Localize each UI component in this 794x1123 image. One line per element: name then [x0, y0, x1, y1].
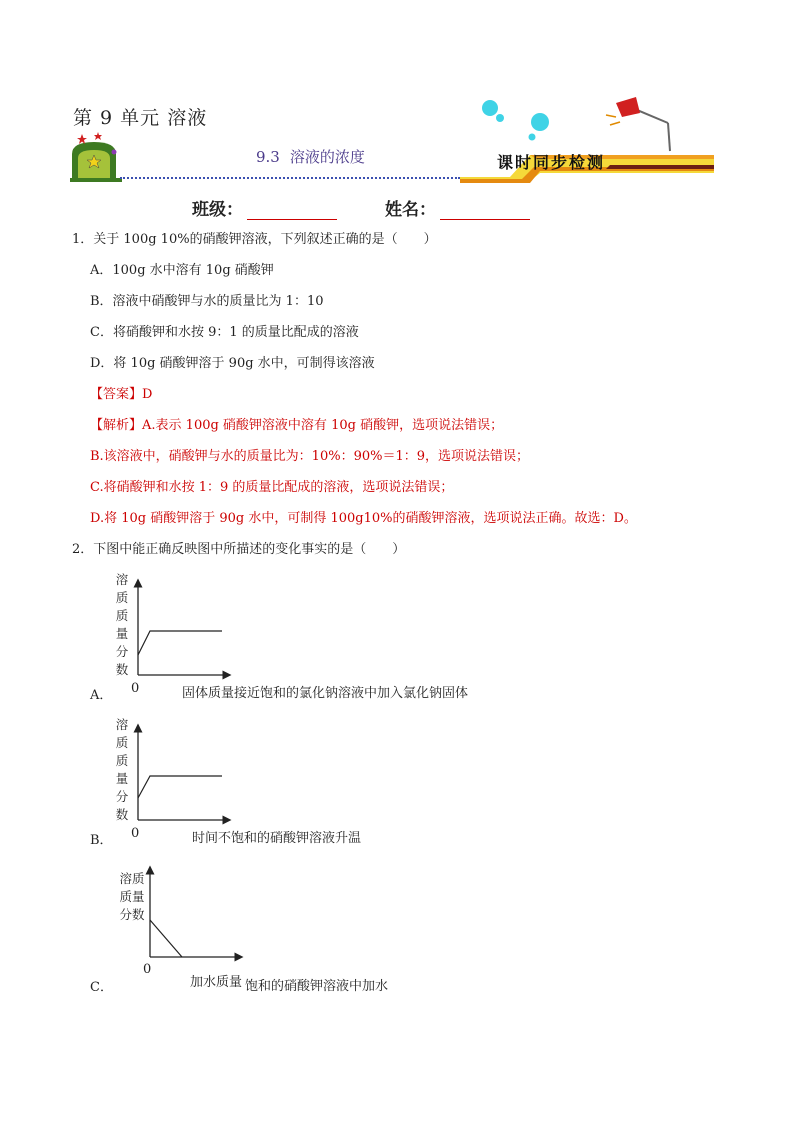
q1-option-d: D．将 10g 硝酸钾溶于 90g 水中，可制得该溶液 [90, 356, 375, 371]
header-dotted-divider [120, 177, 460, 179]
class-blank[interactable] [247, 202, 337, 220]
graph-a-ylabel: 溶 质 质 量 分 数 [115, 572, 129, 677]
q2-stem: 2．下图中能正确反映图中所描述的变化事实的是（ ） [72, 542, 406, 557]
graph-a-letter: A． [90, 688, 113, 703]
bubble-icon [496, 114, 504, 122]
bubble-icon [531, 113, 549, 131]
graph-c-letter: C． [90, 980, 113, 995]
q1-answer [90, 383, 152, 402]
graph-b [132, 720, 232, 825]
class-label: 班级： [192, 200, 243, 220]
q1-option-c: C．将硝酸钾和水按 9：1 的质量比配成的溶液 [90, 325, 359, 340]
analysis-line: A.表示 100g 硝酸钾溶液中溶有 10g 硝酸钾，选项说法错误； [142, 418, 504, 433]
lesson-number: 9.3 [256, 148, 280, 166]
graph-c-xlabel: 加水质量 [190, 975, 243, 990]
lamp-icon [606, 97, 670, 151]
analysis-label: 【解析】 [90, 418, 143, 433]
lesson-name: 溶液的浓度 [289, 148, 365, 166]
q1-analysis-b: B.该溶液中，硝酸钾与水的质量比为：10%：90%＝1：9，选项说法错误； [90, 449, 530, 464]
name-blank[interactable] [440, 202, 530, 220]
q1-analysis-d: D.将 10g 硝酸钾溶于 90g 水中，可制得 100g10%的硝酸钾溶液，选项说法正确。故选：D。 [90, 511, 637, 526]
graph-b-caption: 时间不饱和的硝酸钾溶液升温 [192, 831, 362, 846]
name-field [385, 195, 530, 220]
graph-a-origin: 0 [131, 681, 140, 696]
bubble-icon [482, 100, 498, 116]
graph-b-letter: B． [90, 833, 113, 848]
graph-a-curve [138, 631, 222, 655]
q1-analysis-c: C.将硝酸钾和水按 1：9 的质量比配成的溶液，选项说法错误； [90, 480, 454, 495]
graph-c-curve [150, 920, 182, 957]
castle-star-icon [70, 130, 122, 182]
q1-option-b: B．溶液中硝酸钾与水的质量比为 1：10 [90, 294, 324, 309]
q1-analysis-a [90, 414, 503, 433]
answer-value: D [142, 387, 153, 402]
lesson-title [256, 146, 365, 167]
graph-b-curve [138, 776, 222, 798]
graph-c [144, 862, 244, 962]
q1-stem: 1．关于 100g 10%的硝酸钾溶液，下列叙述正确的是（ ） [72, 232, 437, 247]
banner-text: 课时同步检测 [497, 153, 606, 172]
q1-option-a: A．100g 水中溶有 10g 硝酸钾 [90, 263, 274, 278]
graph-b-ylabel: 溶 质 质 量 分 数 [115, 717, 129, 822]
unit-title: 第 9 单元 溶液 [73, 107, 208, 129]
graph-a-caption: 固体质量接近饱和的氯化钠溶液中加入氯化钠固体 [182, 686, 469, 701]
answer-label: 【答案】 [90, 387, 143, 402]
graph-c-origin: 0 [143, 962, 152, 977]
bubble-icon [529, 134, 536, 141]
graph-c-ylabel: 溶质 质量 分数 [119, 871, 145, 922]
graph-a [132, 575, 232, 680]
graph-b-origin: 0 [131, 826, 140, 841]
class-field [192, 195, 337, 220]
name-label: 姓名： [385, 200, 436, 220]
graph-c-desc: 饱和的硝酸钾溶液中加水 [245, 979, 389, 994]
